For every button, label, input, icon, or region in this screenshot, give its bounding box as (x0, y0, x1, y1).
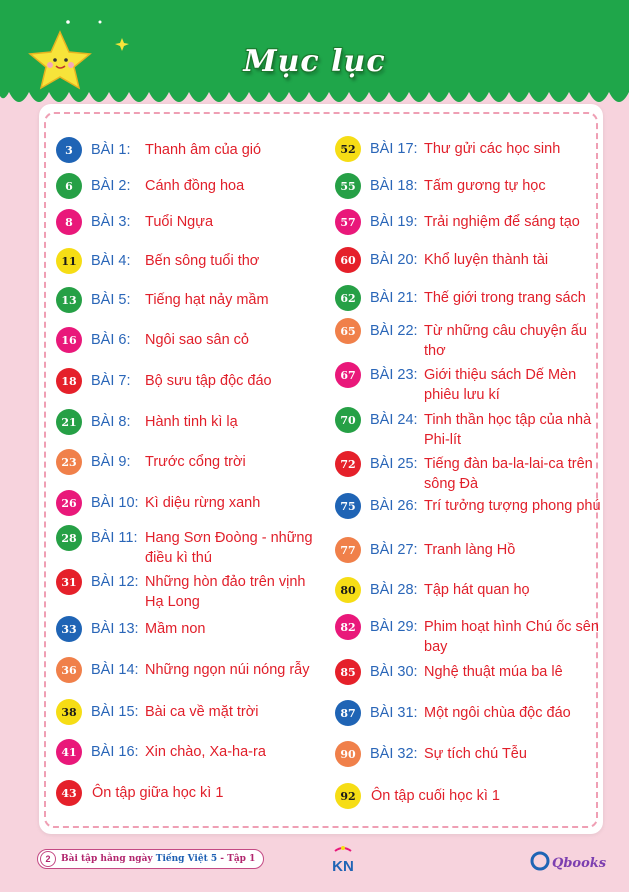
lesson-label: BÀI 7: (91, 373, 131, 389)
lesson-label: BÀI 3: (91, 214, 131, 230)
page-title: Mục lục (243, 44, 386, 79)
kn-logo-icon (325, 843, 361, 877)
lesson-label: BÀI 24: (370, 412, 418, 428)
toc-entry (56, 212, 323, 235)
page-number-badge: 21 (56, 409, 82, 435)
book-title-subject: Tiếng Việt 5 (155, 854, 218, 864)
toc-entry (335, 786, 551, 809)
toc-entry (56, 702, 323, 725)
toc-entry (56, 783, 270, 806)
page-number-badge: 8 (56, 209, 82, 235)
lesson-title: Thư gửi các học sinh (424, 141, 561, 157)
lesson-label: BÀI 2: (91, 178, 131, 194)
toc-entry (335, 703, 604, 726)
page-number-badge: 75 (335, 493, 361, 519)
lesson-label: BÀI 20: (370, 252, 418, 268)
page-number-badge: 36 (56, 657, 82, 683)
toc-entry (56, 572, 323, 612)
header (0, 0, 629, 120)
page-number-badge: 16 (56, 327, 82, 353)
page-number-badge: 92 (335, 783, 361, 809)
toc-entry (335, 617, 604, 657)
lesson-title: Giới thiệu sách Dế Mèn phiêu lưu kí (424, 367, 577, 403)
page-number-badge: 80 (335, 577, 361, 603)
lesson-label: BÀI 8: (91, 414, 131, 430)
lesson-title: Mầm non (145, 621, 206, 637)
toc-entry (56, 742, 323, 765)
lesson-label: BÀI 22: (370, 323, 418, 339)
page-number-badge: 87 (335, 700, 361, 726)
toc-entry (335, 540, 604, 563)
page-number-badge: 31 (56, 569, 82, 595)
lesson-title: Thanh âm của gió (145, 142, 262, 158)
page-number-badge: 41 (56, 739, 82, 765)
page-number-badge: 82 (335, 614, 361, 640)
lesson-title: Ôn tập giữa học kì 1 (92, 785, 224, 801)
lesson-label: BÀI 6: (91, 332, 131, 348)
lesson-label: BÀI 27: (370, 542, 418, 558)
lesson-title: Sự tích chú Tễu (424, 746, 527, 762)
page-number-badge: 70 (335, 407, 361, 433)
toc-entry (335, 250, 604, 273)
lesson-title: Tiếng hạt nảy mầm (145, 292, 269, 308)
page-number-badge: 43 (56, 780, 82, 806)
lesson-title: Một ngôi chùa độc đáo (424, 705, 571, 721)
page-number: 2 (40, 851, 56, 867)
lesson-title: Bộ sưu tập độc đáo (145, 373, 272, 389)
toc-entry (56, 251, 323, 274)
toc-entry (335, 176, 604, 199)
toc-entry (335, 410, 604, 450)
lesson-title: Ôn tập cuối học kì 1 (371, 788, 500, 804)
page-number-badge: 23 (56, 449, 82, 475)
lesson-title: Xin chào, Xa-ha-ra (145, 744, 266, 760)
toc-entry (56, 619, 323, 642)
lesson-title: Hành tinh kì lạ (145, 414, 238, 430)
kn-logo-text: KN (332, 858, 354, 875)
toc-entry (335, 662, 604, 685)
lesson-title: Thế giới trong trang sách (424, 290, 586, 306)
toc-entry (56, 290, 323, 313)
page-number-badge: 13 (56, 287, 82, 313)
toc-entry (56, 412, 323, 435)
page-number-badge: 90 (335, 741, 361, 767)
toc-entry (56, 176, 323, 199)
qbooks-logo-icon (530, 845, 607, 875)
qbooks-logo-text: Qbooks (552, 856, 607, 871)
toc-entry (335, 496, 604, 519)
lesson-title: Những ngọn núi nóng rẫy (145, 662, 310, 678)
page-number-badge: 33 (56, 616, 82, 642)
toc-entry (56, 452, 323, 475)
lesson-title: Trí tưởng tượng phong phú (424, 498, 601, 514)
lesson-title: Hang Sơn Đoòng - những điều kì thú (145, 530, 313, 566)
page-number-badge: 38 (56, 699, 82, 725)
lesson-title: Cánh đồng hoa (145, 178, 245, 194)
lesson-label: BÀI 1: (91, 142, 131, 158)
toc-entry (335, 744, 604, 767)
lesson-title: Tiếng đàn ba-la-lai-ca trên sông Đà (424, 456, 593, 492)
toc-entry (56, 371, 323, 394)
lesson-label: BÀI 5: (91, 292, 131, 308)
toc-entry (56, 528, 323, 568)
lesson-label: BÀI 15: (91, 704, 139, 720)
lesson-label: BÀI 32: (370, 746, 418, 762)
lesson-title: Kì diệu rừng xanh (145, 495, 261, 511)
page-number-badge: 28 (56, 525, 82, 551)
lesson-title: Tuổi Ngựa (145, 214, 214, 230)
page-number-badge: 85 (335, 659, 361, 685)
lesson-label: BÀI 18: (370, 178, 418, 194)
book-title-suffix: - Tập 1 (220, 854, 256, 864)
lesson-label: BÀI 30: (370, 664, 418, 680)
toc-entry (56, 493, 323, 516)
book-title-prefix: Bài tập hằng ngày (61, 854, 153, 864)
toc-entry (335, 454, 604, 494)
lesson-label: BÀI 16: (91, 744, 139, 760)
lesson-label: BÀI 23: (370, 367, 418, 383)
lesson-title: Ngôi sao sân cỏ (145, 332, 249, 348)
page-number-badge: 57 (335, 209, 361, 235)
lesson-title: Khổ luyện thành tài (424, 252, 549, 268)
lesson-label: BÀI 12: (91, 574, 139, 590)
lesson-title: Phim hoạt hình Chú ốc sên bay (424, 619, 599, 655)
toc-entry (335, 139, 604, 162)
page-number-badge: 52 (335, 136, 361, 162)
page-number-badge: 11 (56, 248, 82, 274)
lesson-label: BÀI 10: (91, 495, 139, 511)
lesson-label: BÀI 29: (370, 619, 418, 635)
lesson-title: Từ những câu chuyện ấu thơ (424, 323, 587, 359)
lesson-label: BÀI 26: (370, 498, 418, 514)
page-number-badge: 65 (335, 318, 361, 344)
toc-entry (335, 212, 604, 235)
toc-entry (56, 140, 323, 163)
footer-book-label (37, 849, 264, 869)
page-number-badge: 18 (56, 368, 82, 394)
lesson-label: BÀI 9: (91, 454, 131, 470)
lesson-label: BÀI 14: (91, 662, 139, 678)
toc-entry (335, 580, 604, 603)
lesson-title: Tinh thần học tập của nhà Phi-lít (424, 412, 592, 448)
toc-entry (56, 330, 323, 353)
lesson-label: BÀI 21: (370, 290, 418, 306)
toc-entry (335, 288, 604, 311)
lesson-title: Tập hát quan họ (424, 582, 530, 598)
lesson-title: Bến sông tuổi thơ (145, 253, 260, 269)
lesson-label: BÀI 31: (370, 705, 418, 721)
lesson-title: Trước cổng trời (145, 454, 246, 470)
toc-entry (335, 365, 604, 405)
lesson-label: BÀI 4: (91, 253, 131, 269)
lesson-title: Tấm gương tự học (424, 178, 546, 194)
lesson-label: BÀI 25: (370, 456, 418, 472)
page-number-badge: 77 (335, 537, 361, 563)
lesson-label: BÀI 17: (370, 141, 418, 157)
toc-entry (335, 321, 604, 361)
page-number-badge: 67 (335, 362, 361, 388)
lesson-title: Những hòn đảo trên vịnh Hạ Long (145, 574, 306, 610)
lesson-label: BÀI 13: (91, 621, 139, 637)
lesson-label: BÀI 11: (91, 530, 138, 546)
lesson-title: Bài ca về mặt trời (145, 704, 259, 720)
page-number-badge: 26 (56, 490, 82, 516)
lesson-title: Tranh làng Hồ (424, 542, 516, 558)
page-number-badge: 72 (335, 451, 361, 477)
page-number-badge: 6 (56, 173, 82, 199)
page-number-badge: 55 (335, 173, 361, 199)
page-number-badge: 3 (56, 137, 82, 163)
lesson-label: BÀI 28: (370, 582, 418, 598)
page-number-badge: 60 (335, 247, 361, 273)
toc-entry (56, 660, 323, 683)
lesson-title: Nghệ thuật múa ba lê (424, 664, 563, 680)
page-number-badge: 62 (335, 285, 361, 311)
lesson-label: BÀI 19: (370, 214, 418, 230)
lesson-title: Trải nghiệm để sáng tạo (424, 214, 580, 230)
